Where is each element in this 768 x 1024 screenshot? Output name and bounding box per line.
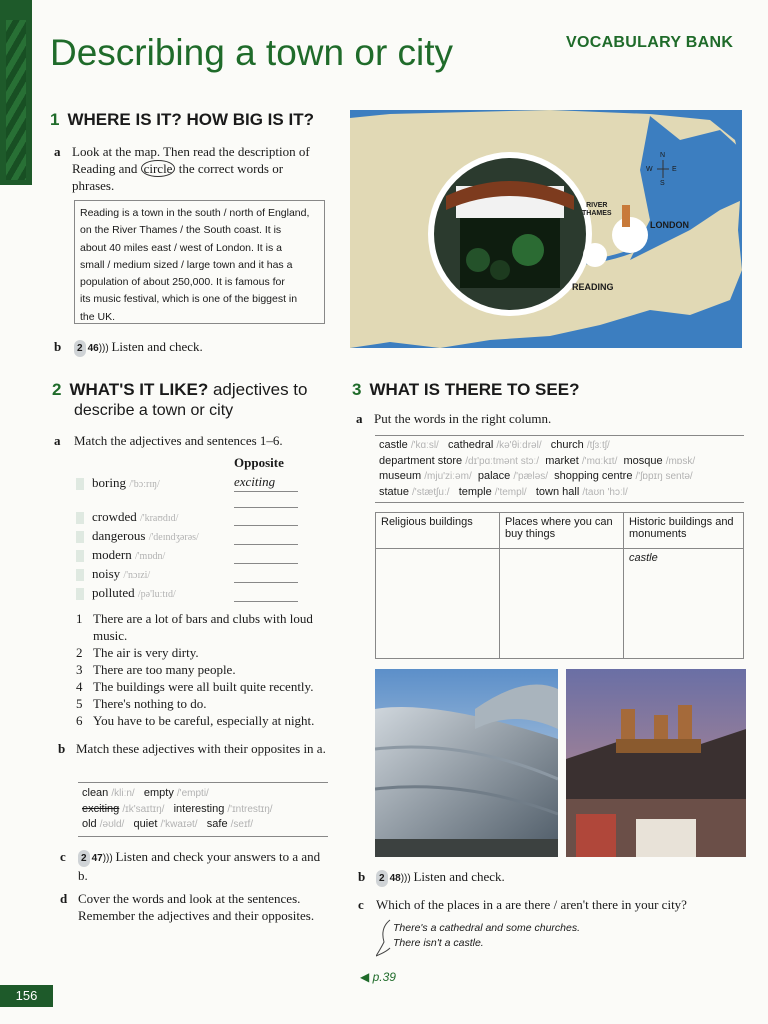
- river-thames-label: [582, 202, 612, 218]
- sentence-list: [76, 610, 326, 729]
- table-cell-shopping[interactable]: [500, 549, 624, 659]
- description-line: its music festival, which is one of the biggest in: [80, 293, 298, 306]
- description-line: small / medium sized / large town and it has a: [80, 258, 293, 271]
- sentence-item: [76, 695, 326, 712]
- audio-badge: 2: [74, 340, 86, 357]
- word: quiet: [133, 818, 158, 830]
- page-title: Describing a town or city: [50, 32, 454, 73]
- word: mosque: [623, 454, 663, 467]
- checkbox-marker: [76, 478, 84, 490]
- section-2-heading: [52, 380, 332, 400]
- s2-d-instruction: Cover the words and look at the sentences. Remember the adjectives and their opposites.: [78, 891, 315, 923]
- s3-a-instruction: Put the words in the right column.: [374, 411, 552, 426]
- opposite-answer[interactable]: [234, 564, 298, 583]
- phonetic: /'kɑːsl/: [410, 440, 439, 451]
- section-2-subtitle: describe a town or city: [74, 402, 234, 419]
- speech-bubble: [393, 921, 580, 951]
- phonetic: /'stætʃuː/: [412, 486, 450, 498]
- word-line: [379, 485, 740, 501]
- audio-badge: 2: [78, 850, 90, 867]
- compass-s: S: [660, 180, 665, 187]
- table-header: Historic buildings and monuments: [624, 513, 744, 549]
- word: temple: [458, 485, 492, 498]
- phonetic: /'deɪndʒərəs/: [148, 532, 199, 543]
- s1-a-label: a: [54, 144, 61, 159]
- speech-line: There isn't a castle.: [393, 937, 484, 949]
- audio-icon: ))): [98, 343, 112, 354]
- s1-a-text-post: the correct words or phrases.: [72, 161, 284, 193]
- phonetic: /kə'θiːdrəl/: [496, 440, 542, 451]
- phonetic: /taʊn 'hɔːl/: [582, 486, 628, 498]
- word-line: [82, 817, 324, 833]
- page-number: 156: [0, 985, 53, 1007]
- phonetic: /'bɔːrɪŋ/: [129, 479, 160, 490]
- section-3-heading: [352, 380, 579, 400]
- section-1-heading: [50, 110, 314, 130]
- adjective-word: modern: [92, 547, 132, 562]
- word: shopping centre: [554, 470, 633, 482]
- phonetic: /'kwaɪət/: [160, 819, 198, 830]
- section-2-title: WHAT'S IT LIKE?: [69, 380, 209, 399]
- word: castle: [379, 439, 408, 451]
- reading-description-box: [74, 200, 325, 324]
- s1-b-text: Listen and check.: [111, 339, 203, 354]
- phonetic: /'ʃɒpɪŋ sentə/: [635, 471, 693, 482]
- word: museum: [379, 470, 422, 482]
- checkbox-marker: [76, 588, 84, 600]
- audio-badge: 2: [376, 870, 388, 887]
- sidebar-band: [0, 0, 32, 185]
- word: palace: [477, 470, 511, 482]
- adjective-row: [76, 564, 336, 583]
- sentence-text: The buildings were all built quite recently.: [93, 679, 314, 694]
- table-header: Religious buildings: [376, 513, 500, 549]
- s3-b-instruction: [376, 868, 505, 887]
- checkbox-marker: [76, 531, 84, 543]
- description-line: on the River Thames / the South coast. It is: [80, 224, 282, 237]
- word-line: [379, 469, 740, 485]
- section-2-title-rest: adjectives to: [212, 380, 308, 399]
- s3-b-label: b: [358, 869, 366, 884]
- s2-b-label: b: [58, 741, 66, 756]
- opposite-answer[interactable]: exciting: [234, 473, 298, 492]
- speech-line: There's a cathedral and some churches.: [393, 922, 581, 934]
- word: cathedral: [448, 439, 494, 451]
- adjective-list: [76, 473, 336, 602]
- s1-a-text-pre: Look at the map. Then read the description of Reading and: [72, 144, 310, 176]
- table-row: [376, 549, 744, 659]
- places-word-box: [375, 435, 744, 503]
- word: interesting: [173, 802, 225, 815]
- sentence-item: [76, 610, 326, 644]
- compass-n: N: [660, 152, 666, 159]
- audio-track: 46: [87, 343, 99, 354]
- s1-a-instruction: [72, 143, 327, 194]
- checkbox-marker: [76, 512, 84, 524]
- sentence-number: 1: [76, 611, 83, 626]
- checkbox-marker: [76, 550, 84, 562]
- sentence-text: There are too many people.: [93, 662, 236, 677]
- word-crossed: exciting: [82, 802, 120, 815]
- phonetic: /'pæləs/: [513, 471, 549, 482]
- map-of-england: [350, 110, 742, 348]
- audio-icon: ))): [102, 853, 116, 864]
- sentence-number: 3: [76, 662, 83, 677]
- opposites-word-box: [78, 782, 328, 837]
- sentence-text: There are a lot of bars and clubs with loud music.: [93, 611, 313, 643]
- sentence-number: 2: [76, 645, 83, 660]
- checkbox-marker: [76, 569, 84, 581]
- word: safe: [206, 818, 228, 830]
- adjective-row: [76, 526, 336, 545]
- phonetic: /tʃɜːtʃ/: [586, 440, 610, 451]
- word: statue: [379, 485, 409, 498]
- word: empty: [143, 787, 174, 799]
- s1-b-label: b: [54, 339, 62, 354]
- description-line: about 40 miles east / west of London. It is a: [80, 241, 282, 254]
- description-line: the UK.: [80, 310, 116, 323]
- phonetic: /'mɑːkɪt/: [581, 455, 618, 467]
- s2-c-instruction: [78, 848, 323, 884]
- s3-b-text: Listen and check.: [413, 869, 505, 884]
- s1-b-instruction: [74, 338, 203, 357]
- phonetic: /'templ/: [494, 486, 527, 498]
- opposite-answer[interactable]: [234, 545, 298, 564]
- word: town hall: [535, 485, 580, 498]
- table-header: Places where you can buy things: [500, 513, 624, 549]
- adjective-word: dangerous: [92, 528, 146, 543]
- adjective-word: crowded: [92, 509, 137, 524]
- word-line: [379, 454, 740, 470]
- table-cell-religious[interactable]: [376, 549, 500, 659]
- audio-icon: ))): [400, 873, 414, 884]
- sentence-number: 5: [76, 696, 83, 711]
- opposite-answer[interactable]: [234, 507, 298, 526]
- river-label-line: RIVER: [586, 202, 608, 209]
- phonetic: /'ɪntrestɪŋ/: [227, 803, 273, 815]
- table-cell-historic[interactable]: castle: [624, 549, 744, 659]
- phonetic: /'kraʊdɪd/: [140, 513, 179, 524]
- adjective-row: [76, 507, 336, 526]
- phonetic: /pə'luːtɪd/: [137, 589, 176, 600]
- adjective-word: polluted: [92, 585, 135, 600]
- sentence-number: 6: [76, 713, 83, 728]
- word-line: [379, 438, 740, 454]
- adjective-word: noisy: [92, 566, 121, 581]
- reading-label: READING: [572, 282, 614, 292]
- opposite-answer[interactable]: [234, 583, 298, 602]
- arrow-left-icon: ◀: [360, 970, 370, 984]
- section-1-number: 1: [50, 110, 60, 129]
- adjective-row: [76, 583, 336, 602]
- section-3-title: WHAT IS THERE TO SEE?: [369, 380, 580, 399]
- compass-w: W: [646, 166, 653, 173]
- sentence-item: [76, 712, 326, 729]
- s2-d-label: d: [60, 891, 68, 906]
- word: department store: [379, 454, 463, 467]
- s3-c-label: c: [358, 897, 364, 912]
- word: clean: [82, 787, 109, 799]
- sentence-text: The air is very dirty.: [93, 645, 199, 660]
- castle-photo: [566, 669, 746, 857]
- adjective-row: [76, 545, 336, 564]
- word-line: [82, 786, 324, 802]
- word: market: [545, 454, 579, 467]
- description-line: population of about 250,000. It is famous for: [80, 276, 285, 289]
- phonetic: /kliːn/: [111, 788, 135, 799]
- circle-word: circle: [141, 160, 176, 177]
- phonetic: /əʊld/: [99, 819, 125, 830]
- phonetic: /mɒsk/: [665, 455, 696, 467]
- page-reference-link[interactable]: [360, 970, 396, 984]
- s2-a-instruction: Match the adjectives and sentences 1–6.: [74, 433, 283, 448]
- phonetic: /'mɒdn/: [134, 551, 166, 562]
- sentence-item: [76, 661, 326, 678]
- s3-c-instruction: Which of the places in a are there / aren't there in your city?: [376, 897, 687, 912]
- sentence-text: You have to be careful, especially at night.: [93, 713, 315, 728]
- s2-c-label: c: [60, 849, 66, 864]
- section-2-number: 2: [52, 380, 62, 399]
- phonetic: /'empti/: [176, 788, 209, 799]
- phonetic: /'nɔɪzi/: [123, 570, 151, 581]
- london-label: LONDON: [650, 220, 689, 230]
- compass-e: E: [672, 166, 677, 173]
- page-ref-text: p.39: [372, 970, 396, 984]
- vocabulary-bank-label: VOCABULARY BANK: [566, 34, 734, 51]
- sentence-text: There's nothing to do.: [93, 696, 207, 711]
- opposite-answer[interactable]: [234, 526, 298, 545]
- river-label-line: THAMES: [582, 210, 612, 217]
- section-3-number: 3: [352, 380, 362, 399]
- compass-icon: [657, 160, 669, 178]
- sentence-item: [76, 644, 326, 661]
- s2-c-text: Listen and check your answers to a and b.: [78, 849, 321, 883]
- audio-track: 47: [91, 853, 103, 864]
- phonetic: /ɪk'saɪtɪŋ/: [122, 803, 165, 815]
- modern-building-photo: [375, 669, 558, 857]
- s3-a-label: a: [356, 411, 363, 426]
- phonetic: /mju'ziːəm/: [424, 471, 472, 482]
- word-line: [82, 802, 324, 818]
- description-line: Reading is a town in the south / north of England,: [80, 207, 310, 219]
- places-table: [375, 512, 744, 659]
- adjective-row: [76, 473, 336, 492]
- s2-a-label: a: [54, 433, 61, 448]
- word: church: [550, 439, 584, 451]
- sentence-item: [76, 678, 326, 695]
- phonetic: /dɪ'pɑːtmənt stɔː/: [465, 455, 540, 467]
- phonetic: /seɪf/: [230, 819, 254, 830]
- sentence-number: 4: [76, 679, 83, 694]
- opposite-header: Opposite: [234, 455, 284, 470]
- adjective-word: boring: [92, 475, 126, 490]
- s2-b-instruction: Match these adjectives with their opposites in a.: [76, 741, 326, 756]
- audio-track: 48: [389, 873, 401, 884]
- section-1-title: WHERE IS IT? HOW BIG IS IT?: [67, 110, 314, 129]
- table-header-row: [376, 513, 744, 549]
- word: old: [82, 818, 97, 830]
